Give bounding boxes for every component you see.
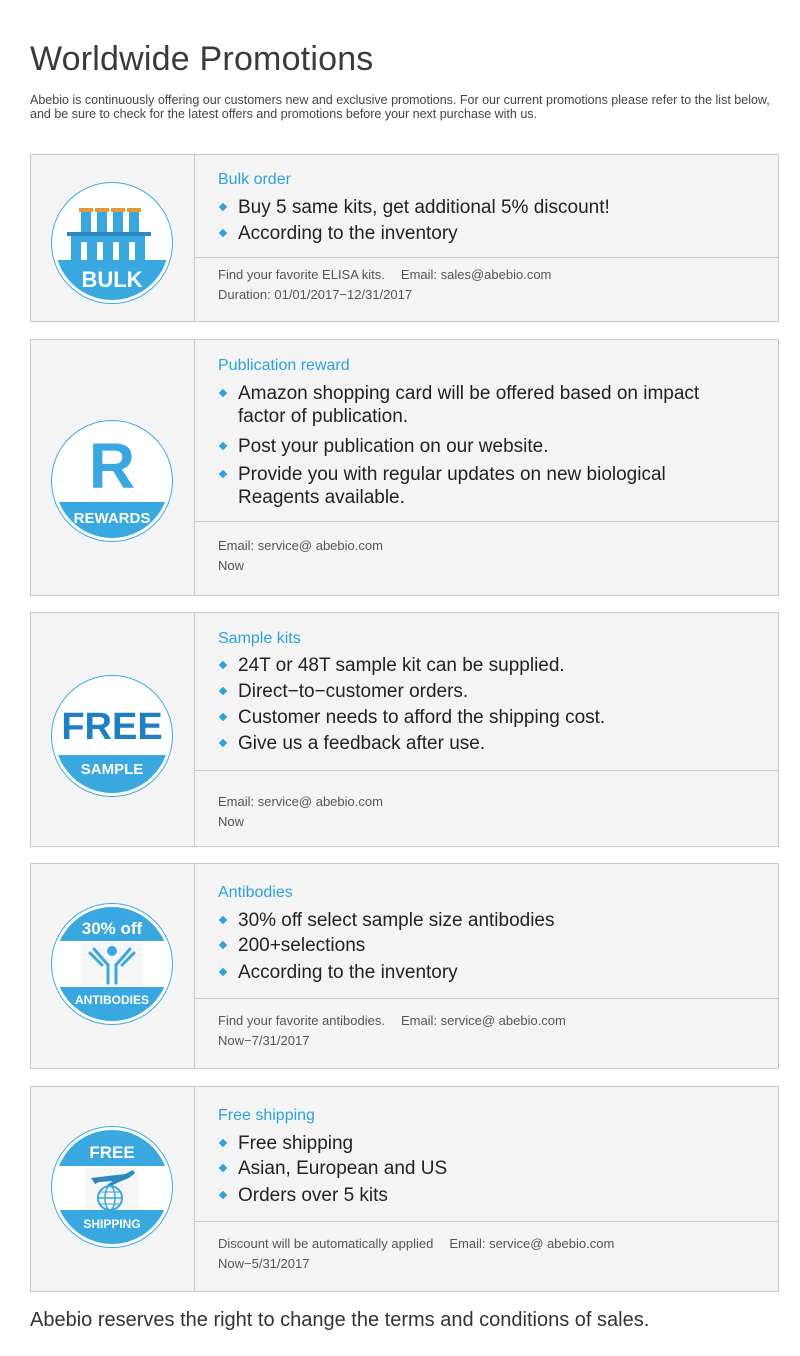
email-link[interactable]: Email: service@ abebio.com xyxy=(400,1013,566,1028)
promo-card-bulk xyxy=(30,154,779,322)
promo-heading: Publication reward xyxy=(218,357,350,374)
list-item: Amazon shopping card will be offered based on impact factor of publication. xyxy=(218,382,738,428)
list-item: Customer needs to afford the shipping cost. xyxy=(218,706,758,729)
promo-info: Find your favorite ELISA kits. Email: sales@abebio.com Duration: 01/01/2017−12/31/2017 xyxy=(218,267,552,302)
antibodies-badge-label: ANTIBODIES xyxy=(55,987,169,1021)
email-link[interactable]: Email: service@ abebio.com xyxy=(218,538,383,553)
promo-card-shipping xyxy=(30,1086,779,1292)
promo-info: Discount will be automatically applied Email: service@ abebio.com Now−5/31/2017 xyxy=(218,1236,615,1271)
divider xyxy=(194,770,778,771)
antibody-icon xyxy=(82,943,142,987)
promo-card-antibodies xyxy=(30,863,779,1069)
promo-info: Email: service@ abebio.com Now xyxy=(218,538,383,573)
free-sample-badge xyxy=(52,676,172,796)
reward-r-icon: R xyxy=(88,430,136,502)
bullet-icon xyxy=(219,1191,227,1199)
bullet-icon xyxy=(219,916,227,924)
bullet-icon xyxy=(219,389,227,397)
email-link[interactable]: Email: service@ abebio.com xyxy=(449,1236,615,1251)
bullet-icon xyxy=(219,442,227,450)
list-item: According to the inventory xyxy=(218,961,758,984)
list-item: Buy 5 same kits, get additional 5% discount! xyxy=(218,196,758,219)
divider xyxy=(194,257,778,258)
bullet-icon xyxy=(219,713,227,721)
promo-heading: Bulk order xyxy=(218,171,291,188)
promo-heading: Sample kits xyxy=(218,630,301,647)
list-item: Provide you with regular updates on new biological Reagents available. xyxy=(218,463,738,509)
bullet-icon xyxy=(219,941,227,949)
plane-globe-icon xyxy=(85,1168,139,1212)
bullet-icon xyxy=(219,229,227,237)
bullet-icon xyxy=(219,1164,227,1172)
free-sample-icon: FREE xyxy=(61,706,163,748)
discount-label: 30% off xyxy=(55,907,169,941)
bullet-icon xyxy=(219,687,227,695)
bullet-icon xyxy=(219,739,227,747)
bullet-icon xyxy=(219,1139,227,1147)
divider xyxy=(194,1221,778,1222)
sample-badge-label: SAMPLE xyxy=(55,755,169,793)
bullet-icon xyxy=(219,661,227,669)
free-label: FREE xyxy=(55,1130,169,1166)
intro-text: Abebio is continuously offering our customers new and exclusive promotions. For our current promotions please refer to the list below, and be sure to check for the latest offers and promotions before your next purchase with us. xyxy=(30,93,770,121)
list-item: Asian, European and US xyxy=(218,1157,758,1180)
bulk-badge xyxy=(52,183,172,303)
list-item: Post your publication on our website. xyxy=(218,435,738,458)
bullet-icon xyxy=(219,203,227,211)
promo-card-sample xyxy=(30,612,779,847)
footer-note: Abebio reserves the right to change the terms and conditions of sales. xyxy=(30,1309,650,1331)
promo-card-publication xyxy=(30,339,779,596)
page-title: Worldwide Promotions xyxy=(30,40,374,78)
rewards-badge-label: REWARDS xyxy=(55,502,169,538)
bullet-icon xyxy=(219,470,227,478)
promo-heading: Free shipping xyxy=(218,1107,315,1124)
shipping-badge-label: SHIPPING xyxy=(55,1210,169,1244)
rewards-badge xyxy=(52,421,172,541)
test-tubes-icon xyxy=(55,186,169,266)
list-item: Free shipping xyxy=(218,1132,758,1155)
list-item: Orders over 5 kits xyxy=(218,1184,758,1207)
antibodies-badge xyxy=(52,904,172,1024)
list-item: 24T or 48T sample kit can be supplied. xyxy=(218,654,758,677)
list-item: Direct−to−customer orders. xyxy=(218,680,758,703)
divider xyxy=(194,998,778,999)
bulk-badge-label: BULK xyxy=(55,260,169,300)
list-item: 30% off select sample size antibodies xyxy=(218,909,758,932)
promo-info: Email: service@ abebio.com Now xyxy=(218,794,383,829)
list-item: 200+selections xyxy=(218,934,758,957)
divider xyxy=(194,521,778,522)
promo-heading: Antibodies xyxy=(218,884,293,901)
promo-info: Find your favorite antibodies. Email: service@ abebio.com Now−7/31/2017 xyxy=(218,1013,566,1048)
email-link[interactable]: Email: sales@abebio.com xyxy=(400,267,552,282)
bullet-icon xyxy=(219,968,227,976)
shipping-badge xyxy=(52,1127,172,1247)
list-item: Give us a feedback after use. xyxy=(218,732,758,755)
email-link[interactable]: Email: service@ abebio.com xyxy=(218,794,383,809)
list-item: According to the inventory xyxy=(218,222,758,245)
